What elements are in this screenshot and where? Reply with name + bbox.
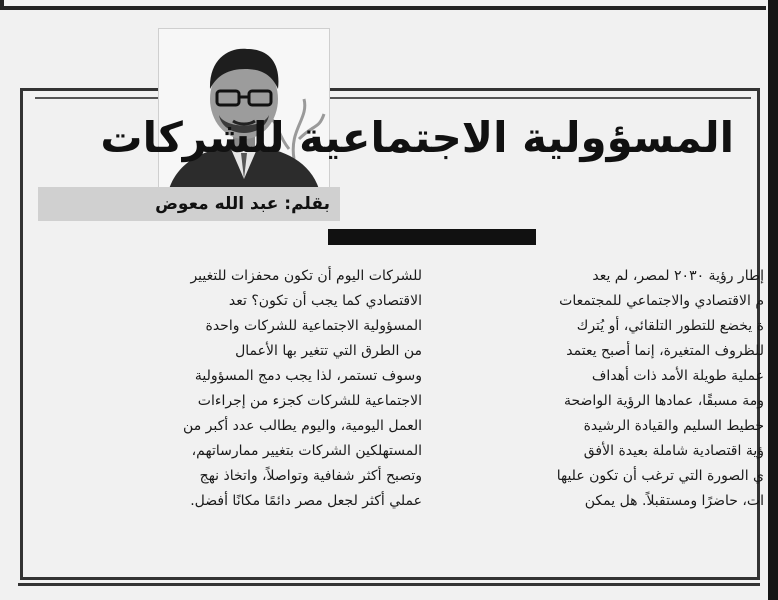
text-line: ومة مسبقًا، عمادها الرؤية الواضحة: [564, 393, 764, 409]
text-line: وتصبح أكثر شفافية وتواصلاً، واتخاذ نهج: [199, 468, 422, 484]
page-edge: [768, 0, 778, 600]
author-byline: بقلم: عبد الله معوض: [155, 194, 330, 214]
article-column-left: [36, 264, 422, 514]
text-line: ة يخضع للتطور التلقائي، أو يُترك: [576, 318, 764, 334]
text-line: خطيط السليم والقيادة الرشيدة: [583, 418, 764, 434]
text-line: ات، حاضرًا ومستقبلاً. هل يمكن: [584, 493, 764, 509]
text-line: من الطرق التي تتغير بها الأعمال: [235, 343, 422, 359]
text-line: وسوف تستمر، لذا يجب دمج المسؤولية: [194, 368, 422, 384]
text-line: إطار رؤية ٢٠٣٠ لمصر، لم يعد: [592, 268, 764, 284]
headline-underline-bar: [328, 229, 536, 245]
text-line: للشركات اليوم أن تكون محفزات للتغيير: [190, 268, 422, 284]
text-line: عملية طويلة الأمد ذات أهداف: [591, 368, 764, 384]
top-page-rule: [0, 0, 766, 10]
article-headline: المسؤولية الاجتماعية للشركات: [100, 113, 734, 162]
text-line: ؤية اقتصادية شاملة بعيدة الأفق: [583, 443, 764, 459]
text-line: العمل اليومية، واليوم يطالب عدد أكبر من: [183, 418, 422, 434]
text-line: للظروف المتغيرة، إنما أصبح يعتمد: [566, 343, 764, 359]
text-line: الاجتماعية للشركات كجزء من إجراءات: [197, 393, 422, 409]
text-line: ي الصورة التي ترغب أن تكون عليها: [556, 468, 764, 484]
bottom-rule: [18, 583, 760, 586]
text-line: المستهلكين الشركات بتغيير ممارساتهم،: [191, 443, 422, 459]
text-line: م الاقتصادي والاجتماعي للمجتمعات: [559, 293, 764, 309]
article-column-right: [446, 264, 764, 514]
text-line: الاقتصادي كما يجب أن تكون؟ تعد: [228, 293, 422, 309]
text-line: المسؤولية الاجتماعية للشركات واحدة: [205, 318, 422, 334]
text-line: عملي أكثر لجعل مصر دائمًا مكانًا أفضل.: [190, 493, 422, 509]
